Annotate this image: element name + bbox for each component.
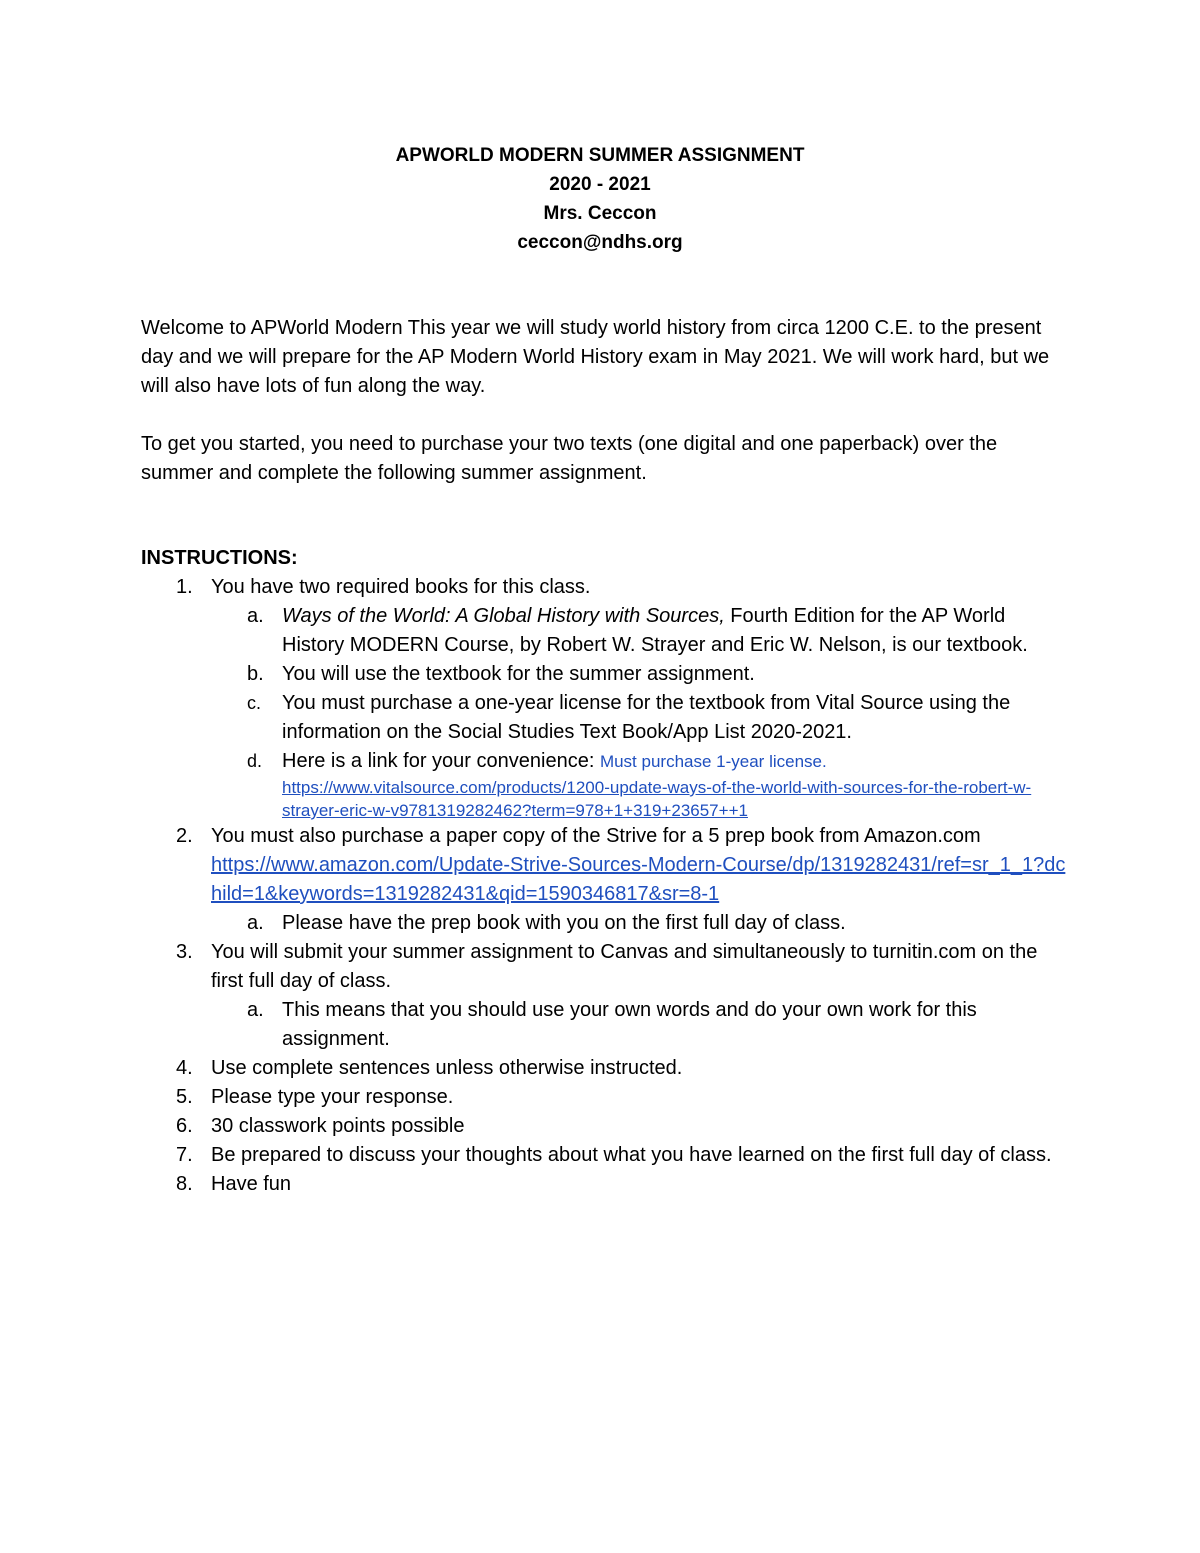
- sub-item-text: Here is a link for your convenience:: [282, 750, 600, 772]
- instruction-item: [141, 1054, 1071, 1083]
- item-text: 30 classwork points possible: [211, 1115, 465, 1137]
- instruction-item: [141, 822, 1071, 938]
- document-header: [0, 141, 1200, 257]
- sub-item-mark: c.: [247, 693, 262, 713]
- instructions-list: [141, 573, 1071, 1199]
- instruction-item: [141, 1141, 1071, 1170]
- sub-item-text: You must purchase a one-year license for the textbook from Vital Source using the information on the Social Studies Text Book/App List 2020-2021.: [282, 692, 1011, 743]
- teacher-name: Mrs. Ceccon: [543, 203, 657, 224]
- item-number: 5.: [176, 1086, 193, 1108]
- teacher-email: ceccon@ndhs.org: [517, 232, 683, 253]
- item-text: You will submit your summer assignment to Canvas and simultaneously to turnitin.com on the first full day of class.: [211, 941, 1038, 992]
- sub-list: [211, 909, 1071, 938]
- sub-item-text: Fourth Edition for the AP World History MODERN Course, by Robert W. Strayer and Eric W. Nelson, is our textbook.: [282, 605, 1028, 656]
- sub-item-mark: d.: [247, 751, 263, 771]
- item-text: Be prepared to discuss your thoughts about what you have learned on the first full day of class.: [211, 1144, 1052, 1166]
- instructions-heading: INSTRUCTIONS:: [141, 547, 298, 569]
- sub-list: [211, 602, 1071, 822]
- item-number: 3.: [176, 941, 193, 963]
- sub-item: [211, 689, 1071, 747]
- item-number: 8.: [176, 1173, 193, 1195]
- item-number: 4.: [176, 1057, 193, 1079]
- document-title: APWORLD MODERN SUMMER ASSIGNMENT: [395, 145, 805, 166]
- sub-item-text: You will use the textbook for the summer assignment.: [282, 663, 755, 685]
- instruction-item: [141, 1170, 1071, 1199]
- intro-paragraph-1: Welcome to APWorld Modern This year we will study world history from circa 1200 C.E. to the present day and we will prepare for the AP Modern World History exam in May 2021. We will work hard, but we will also have lots of fun along the way.: [141, 317, 1050, 397]
- item-text: Use complete sentences unless otherwise instructed.: [211, 1057, 683, 1079]
- amazon-link[interactable]: https://www.amazon.com/Update-Strive-Sources-Modern-Course/dp/1319282431/ref=sr_1_1?dchild=1&keywords=1319282431&qid=1590346817&sr=8-1: [211, 854, 1066, 905]
- item-text: You have two required books for this class.: [211, 576, 591, 598]
- school-year: 2020 - 2021: [549, 174, 651, 195]
- vitalsource-link-note[interactable]: Must purchase 1-year license.: [599, 752, 827, 771]
- item-number: 6.: [176, 1115, 193, 1137]
- sub-item-text: This means that you should use your own words and do your own work for this assignment.: [282, 999, 977, 1050]
- instructions-section: [141, 544, 1071, 1199]
- sub-item: [211, 602, 1071, 660]
- item-text: You must also purchase a paper copy of the Strive for a 5 prep book from Amazon.com: [211, 825, 981, 847]
- sub-item-mark: b.: [247, 663, 264, 685]
- book-title: Ways of the World: A Global History with Sources,: [282, 605, 725, 627]
- sub-item: [211, 660, 1071, 689]
- instruction-item: [141, 573, 1071, 822]
- item-number: 2.: [176, 825, 193, 847]
- item-text: Have fun: [211, 1173, 292, 1195]
- sub-item-mark: a.: [247, 605, 264, 627]
- instruction-item: [141, 1112, 1071, 1141]
- sub-item: [211, 996, 1071, 1054]
- instruction-item: [141, 1083, 1071, 1112]
- intro-paragraph-2: To get you started, you need to purchase your two texts (one digital and one paperback) over the summer and complete the following summer assignment.: [141, 433, 998, 484]
- sub-item-mark: a.: [247, 999, 264, 1021]
- sub-item-text: Please have the prep book with you on the first full day of class.: [282, 912, 846, 934]
- sub-item: [211, 909, 1071, 938]
- sub-item: [211, 747, 1071, 822]
- vitalsource-link[interactable]: https://www.vitalsource.com/products/1200-update-ways-of-the-world-with-sources-for-the-robert-w-strayer-eric-w-v9781319282462?term=978+1+319+23657++1: [282, 778, 1032, 820]
- sub-list: [211, 996, 1071, 1054]
- item-number: 1.: [176, 576, 193, 598]
- item-text: Please type your response.: [211, 1086, 454, 1108]
- instruction-item: [141, 938, 1071, 1054]
- item-number: 7.: [176, 1144, 193, 1166]
- sub-item-mark: a.: [247, 912, 264, 934]
